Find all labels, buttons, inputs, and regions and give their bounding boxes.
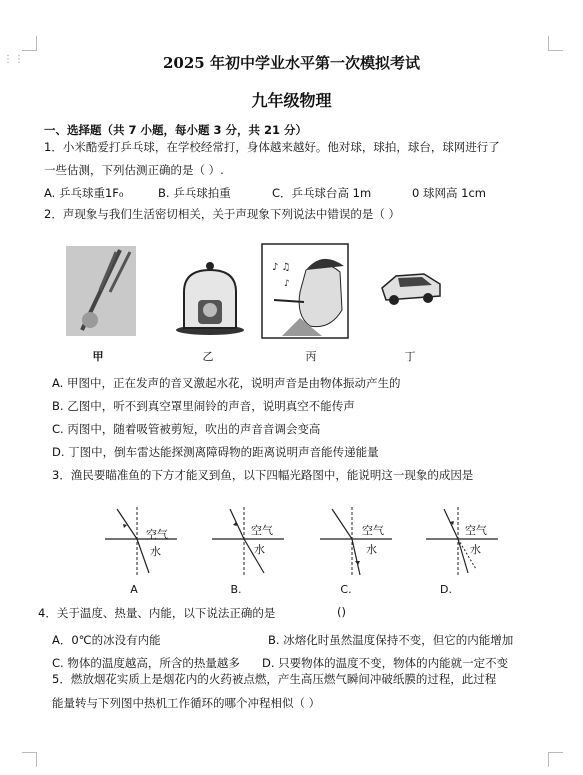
q2-option-c: C. 丙图中，随着吸管被剪短，吹出的声音音调会变高 [52, 422, 321, 436]
ray-label-a: A [130, 583, 138, 596]
ray-diagram-a [105, 503, 185, 583]
crop-mark-top-left [22, 36, 37, 51]
ray-d-water-label: 水 [470, 543, 481, 556]
q5-stem-line2: 能量转与下列图中热机工作循环的哪个冲程相似（ ） [52, 696, 321, 710]
q4-answer-paren: () [337, 605, 346, 619]
q2-stem: 2．声现象与我们生活密切相关，关于声现象下列说法中错误的是（ ） [44, 207, 400, 221]
ray-label-b: B. [230, 583, 242, 596]
ray-diagram-d [426, 503, 506, 583]
ray-a-air-label: 空气 [146, 528, 168, 541]
ray-diagram-c [320, 503, 400, 583]
sound-figures [60, 240, 530, 345]
q2-option-a: A. 甲图中，正在发声的音叉激起水花，说明声音是由物体振动产生的 [52, 376, 401, 390]
crop-mark-bottom-right [548, 752, 563, 767]
tuning-fork-figure [66, 246, 136, 336]
ray-b-water-label: 水 [254, 543, 265, 556]
ray-label-d: D. [440, 583, 452, 596]
q1-stem-line2: 一些估测，下列估测正确的是（ ）. [44, 163, 224, 177]
q4-option-a: A．0℃的冰没有内能 [52, 633, 161, 647]
ray-c-air-label: 空气 [362, 524, 384, 537]
page-subtitle: 九年级物理 [251, 91, 332, 110]
ray-b-air-label: 空气 [251, 524, 273, 537]
q5-stem-line1: 5．燃放烟花实质上是烟花内的火药被点燃，产生高压燃气瞬间冲破纸膜的过程，此过程 [52, 672, 497, 686]
car-figure [382, 274, 440, 305]
q1-stem-line1: 1．小米酷爱打乒乓球，在学校经常打，身体越来越好。他对球，球拍，球台，球网进行了 [44, 140, 500, 154]
q2-option-b: B. 乙图中，听不到真空罩里闹铃的声音，说明真空不能传声 [52, 399, 355, 413]
fig-label-yi: 乙 [202, 350, 214, 363]
ray-diagram-b [212, 503, 292, 583]
fig-label-jia: 甲 [92, 350, 104, 363]
svg-text:♪ ♫: ♪ ♫ [272, 262, 291, 273]
q3-stem: 3．渔民要瞄准鱼的下方才能叉到鱼，以下四幅光路图中，能说明这一现象的成因是 [52, 468, 474, 482]
q4-stem: 4．关于温度、热量、内能，以下说法正确的是 [38, 606, 276, 620]
q1-option-a: A. 乒乓球重1F₀ [44, 186, 124, 200]
bell-jar-figure [176, 262, 244, 335]
q4-option-c: C. 物体的温度越高，所含的热量越多 [52, 656, 240, 670]
fig-label-bing: 丙 [305, 350, 317, 363]
fig-label-ding: 丁 [404, 350, 416, 363]
q4-option-b: B. 冰熔化时虽然温度保持不变，但它的内能增加 [268, 633, 514, 647]
q1-option-d: 0 球网高 1cm [412, 186, 486, 200]
drag-handle-icon[interactable]: ⋮⋮ [3, 54, 25, 65]
ray-c-water-label: 水 [366, 543, 377, 556]
ray-label-c: C. [340, 583, 352, 596]
page-title: 2025 年初中学业水平第一次模拟考试 [163, 54, 420, 72]
q1-option-c: C．乒乓球台高 1m [272, 186, 372, 200]
q4-option-d: D. 只要物体的温度不变，物体的内能就一定不变 [262, 656, 509, 670]
crop-mark-top-right [548, 36, 563, 51]
straw-boy-figure [262, 244, 348, 338]
ray-a-water-label: 水 [150, 545, 161, 558]
svg-text:♪: ♪ [284, 279, 290, 289]
ray-d-air-label: 空气 [465, 524, 487, 537]
crop-mark-bottom-left [22, 752, 37, 767]
q2-option-d: D. 丁图中，倒车雷达能探测离障碍物的距离说明声音能传递能量 [52, 445, 379, 459]
q1-option-b: B. 乒乓球拍重 [158, 186, 231, 200]
section-heading: 一、选择题（共 7 小题，每小题 3 分，共 21 分） [44, 123, 308, 137]
